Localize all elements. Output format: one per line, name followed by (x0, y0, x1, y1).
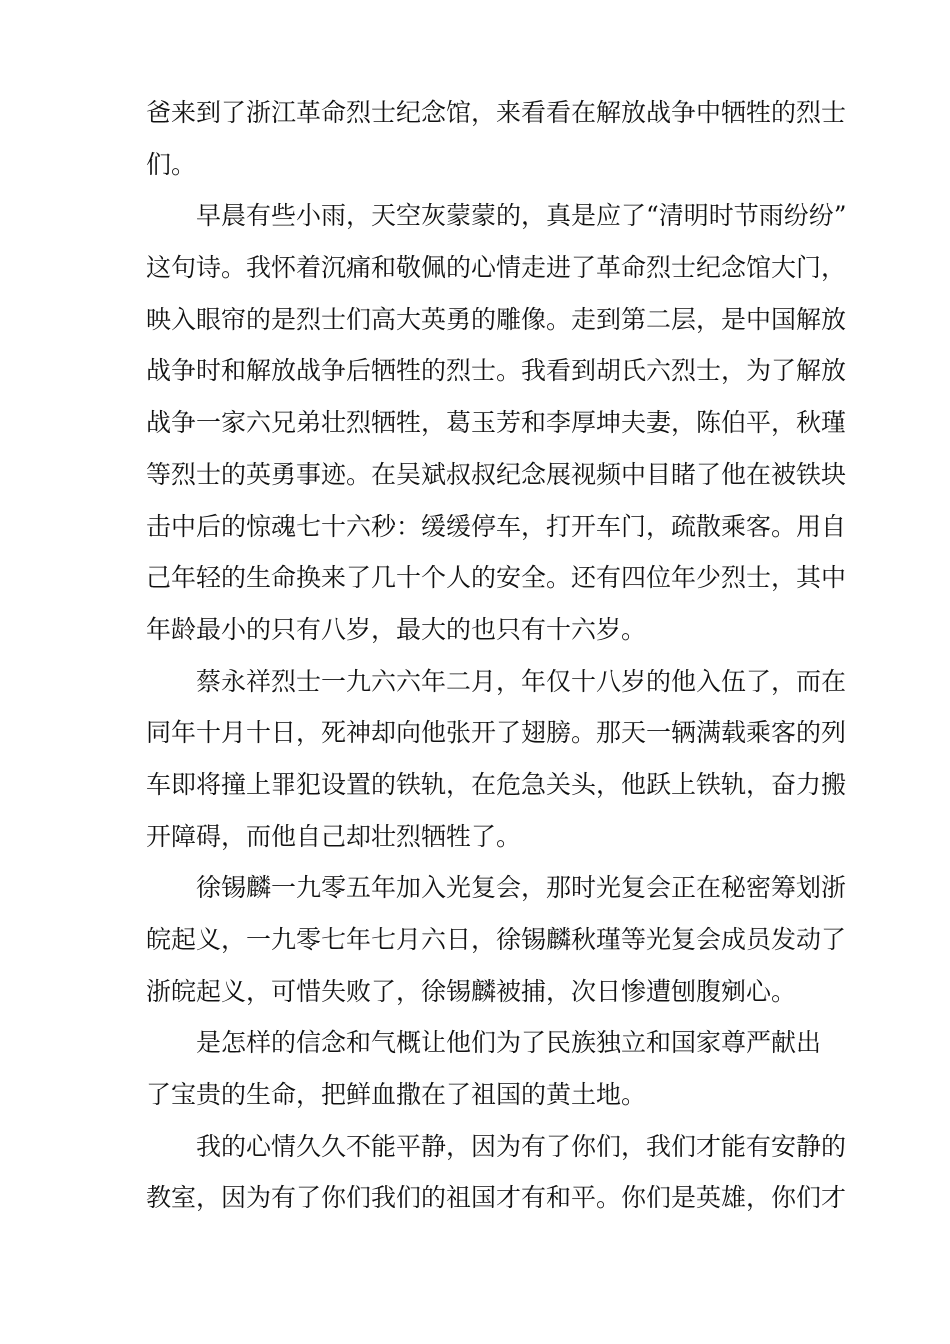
text-line: 等烈士的英勇事迹。在吴斌叔叔纪念展视频中目睹了他在被铁块 (146, 459, 847, 489)
text-line: 车即将撞上罪犯设置的铁轨，在危急关头，他跃上铁轨，奋力搬 (146, 769, 847, 799)
text-line: 爸来到了浙江革命烈士纪念馆，来看看在解放战争中牺牲的烈士 (146, 98, 847, 127)
text-line: 战争一家六兄弟壮烈牺牲，葛玉芳和李厚坤夫妻，陈伯平，秋瑾 (146, 408, 847, 438)
document-body (146, 87, 847, 1224)
paragraph-text (146, 87, 847, 1224)
text-line: 同年十月十日，死神却向他张开了翅膀。那天一辆满载乘客的列 (146, 718, 847, 748)
text-line: 映入眼帘的是烈士们高大英勇的雕像。走到第二层，是中国解放 (146, 304, 847, 334)
text-line: 是怎样的信念和气概让他们为了民族独立和国家尊严献出 (146, 1028, 822, 1058)
text-line: 我的心情久久不能平静，因为有了你们，我们才能有安静的 (146, 1131, 847, 1161)
text-line: 击中后的惊魂七十六秒：缓缓停车，打开车门，疏散乘客。用自 (146, 511, 847, 541)
text-line: 浙皖起义，可惜失败了，徐锡麟被捕，次日惨遭刨腹剜心。 (146, 976, 797, 1006)
text-line: 战争时和解放战争后牺牲的烈士。我看到胡氏六烈士，为了解放 (146, 356, 847, 386)
text-line: 教室，因为有了你们我们的祖国才有和平。你们是英雄，你们才 (146, 1183, 847, 1213)
text-line: 己年轻的生命换来了几十个人的安全。还有四位年少烈士，其中 (146, 563, 847, 593)
text-line: 年龄最小的只有八岁，最大的也只有十六岁。 (146, 614, 647, 644)
text-line: 早晨有些小雨，天空灰蒙蒙的，真是应了“清明时节雨纷纷” (146, 201, 847, 231)
text-line: 开障碍，而他自己却壮烈牺牲了。 (146, 821, 522, 851)
text-line: 这句诗。我怀着沉痛和敬佩的心情走进了革命烈士纪念馆大门， (146, 253, 847, 283)
text-line: 了宝贵的生命，把鲜血撒在了祖国的黄土地。 (146, 1080, 647, 1110)
text-line: 皖起义，一九零七年七月六日，徐锡麟秋瑾等光复会成员发动了 (146, 925, 847, 954)
text-line: 蔡永祥烈士一九六六年二月，年仅十八岁的他入伍了，而在 (146, 666, 847, 696)
text-line: 们。 (146, 149, 197, 179)
text-line: 徐锡麟一九零五年加入光复会，那时光复会正在秘密筹划浙 (146, 873, 847, 903)
